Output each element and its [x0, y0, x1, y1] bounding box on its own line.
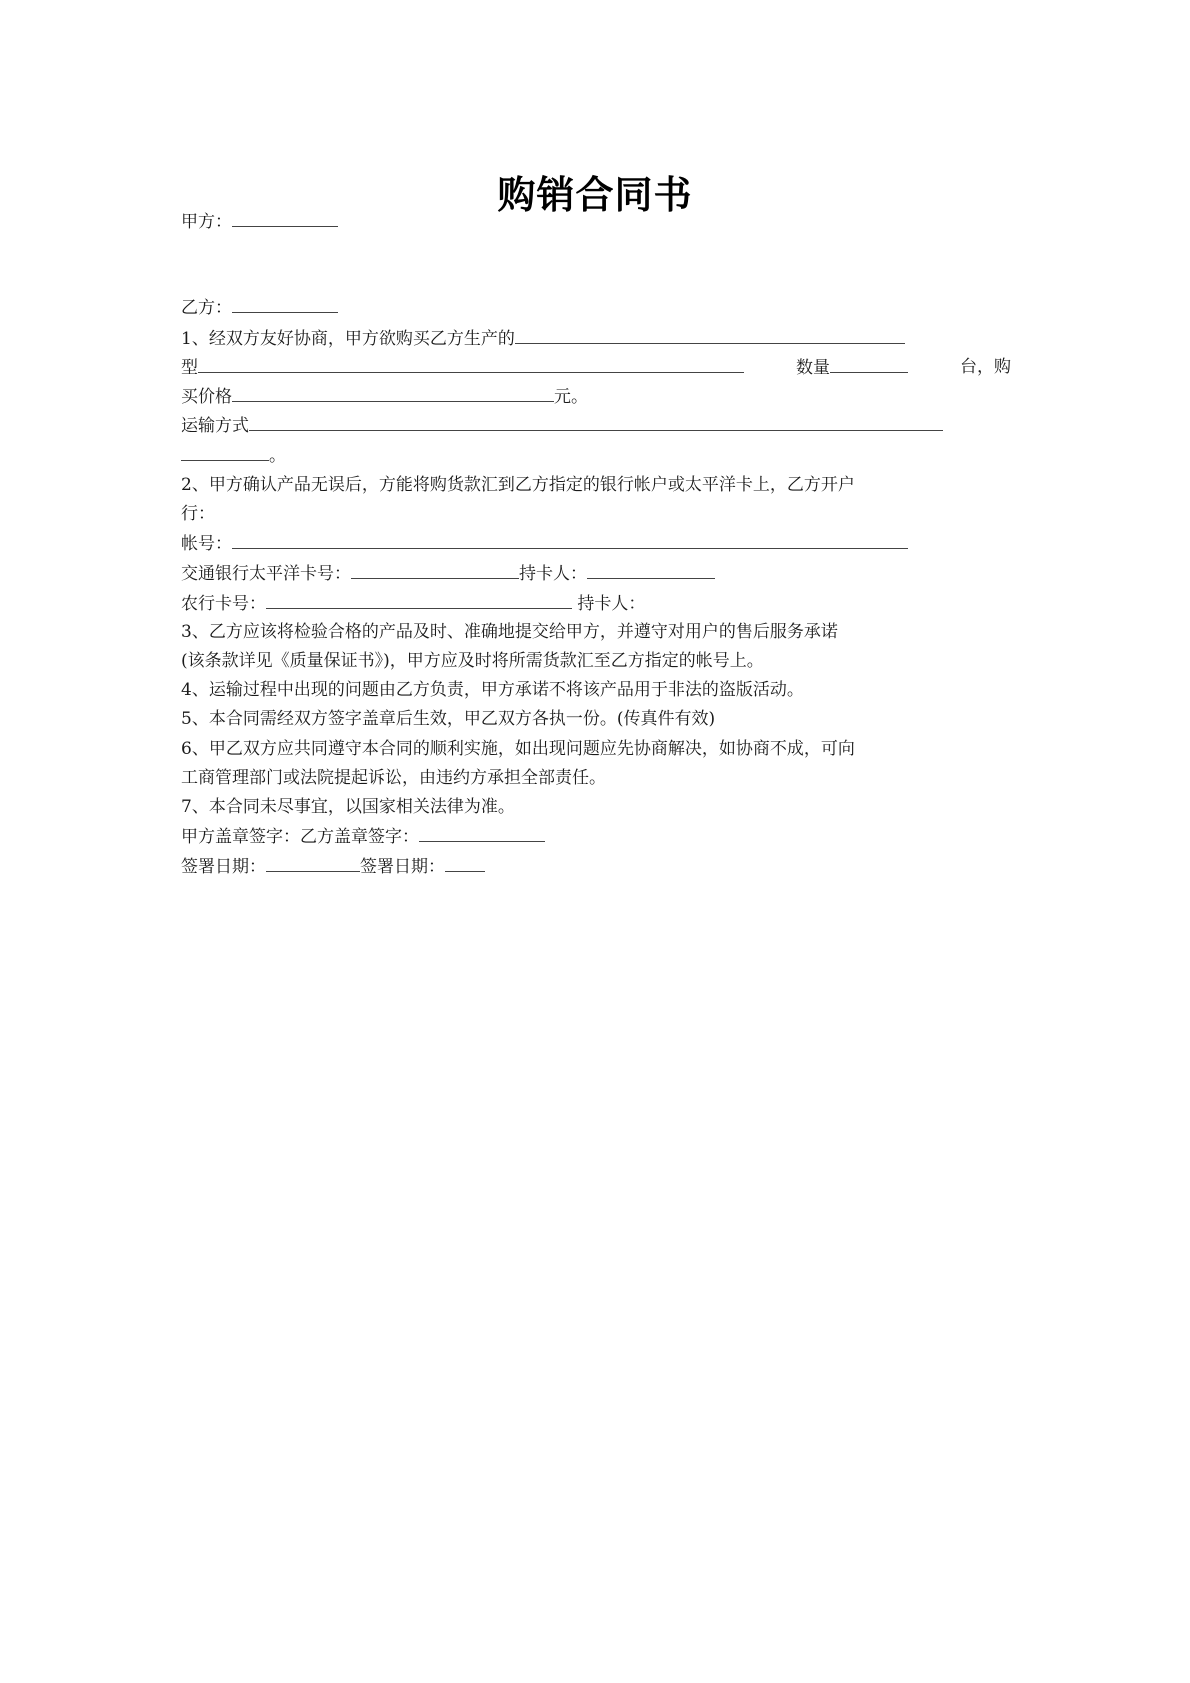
clause-1-line-3	[181, 383, 1011, 409]
transport-label: 运输方式	[181, 416, 249, 436]
abc-label: 农行卡号：	[181, 594, 266, 614]
period: 。	[269, 446, 286, 466]
date-b-label: 签署日期：	[360, 857, 445, 877]
clause-6-text-2: 工商管理部门或法院提起诉讼，由违约方承担全部责任。	[181, 768, 606, 788]
clause-7-text: 7、本合同未尽事宜，以国家相关法律为准。	[181, 797, 515, 817]
transport-blank[interactable]	[249, 412, 943, 431]
party-a-label: 甲方：	[181, 212, 232, 232]
quantity-label: 数量	[796, 358, 830, 378]
price-blank[interactable]	[232, 383, 554, 402]
abc-line	[181, 590, 1011, 616]
holder-blank[interactable]	[587, 560, 715, 579]
clause-1-text: 1、经双方友好协商，甲方欲购买乙方生产的	[181, 329, 515, 349]
unit-text: 台，购	[960, 357, 1011, 377]
document-title: 购销合同书	[497, 173, 693, 217]
account-line	[181, 530, 1011, 556]
clause-3-line-1	[181, 619, 1011, 645]
clause-5-line	[181, 706, 1011, 732]
bocom-label: 交通银行太平洋卡号：	[181, 564, 351, 584]
date-line	[181, 853, 1011, 879]
signature-blank[interactable]	[419, 823, 545, 842]
party-b-line	[181, 294, 1011, 320]
product-blank[interactable]	[515, 325, 905, 344]
clause-2-text-2: 行：	[181, 504, 215, 524]
price-unit: 元。	[554, 387, 588, 407]
holder-label: 持卡人：	[519, 564, 587, 584]
signature-line	[181, 823, 1011, 849]
account-blank[interactable]	[232, 530, 908, 549]
clause-7-line	[181, 794, 1011, 820]
party-b-blank[interactable]	[232, 294, 338, 313]
party-b-seal-label: 乙方盖章签字：	[300, 827, 419, 847]
clause-6-text: 6、甲乙双方应共同遵守本合同的顺利实施，如出现问题应先协商解决，如协商不成，可向	[181, 739, 855, 759]
clause-3-text: 3、乙方应该将检验合格的产品及时、准确地提交给甲方，并遵守对用户的售后服务承诺	[181, 622, 838, 642]
date-a-label: 签署日期：	[181, 857, 266, 877]
clause-2-line-2	[181, 501, 1011, 527]
abc-holder-label: 持卡人：	[577, 594, 646, 614]
bocom-line	[181, 560, 1011, 586]
party-a-line	[181, 208, 1011, 234]
clause-1-line-1	[181, 325, 1011, 351]
transport-line	[181, 412, 1011, 438]
account-label: 帐号：	[181, 534, 232, 554]
model-label: 型	[181, 358, 198, 378]
party-a-seal-label: 甲方盖章签字：	[181, 827, 300, 847]
date-b-blank[interactable]	[445, 853, 485, 872]
quantity-blank[interactable]	[830, 354, 908, 373]
clause-3-line-2	[181, 648, 1011, 674]
clause-4-line	[181, 677, 1011, 703]
clause-5-text: 5、本合同需经双方签字盖章后生效，甲乙双方各执一份。(传真件有效)	[181, 709, 716, 729]
transport-blank-2[interactable]	[181, 442, 269, 461]
transport-line-2	[181, 442, 1011, 468]
abc-card-blank[interactable]	[266, 590, 572, 609]
bocom-card-blank[interactable]	[351, 560, 519, 579]
clause-6-line-1	[181, 736, 1011, 762]
clause-2-text: 2、甲方确认产品无误后，方能将购货款汇到乙方指定的银行帐户或太平洋卡上，乙方开户	[181, 475, 855, 495]
party-b-label: 乙方：	[181, 298, 232, 318]
price-label: 买价格	[181, 387, 232, 407]
date-a-blank[interactable]	[266, 853, 360, 872]
party-a-blank[interactable]	[232, 208, 338, 227]
clause-3-text-2: (该条款详见《质量保证书》)，甲方应及时将所需货款汇至乙方指定的帐号上。	[181, 651, 764, 671]
clause-1-line-2	[181, 354, 1011, 380]
model-blank[interactable]	[198, 354, 744, 373]
clause-4-text: 4、运输过程中出现的问题由乙方负责，甲方承诺不将该产品用于非法的盗版活动。	[181, 680, 804, 700]
clause-6-line-2	[181, 765, 1011, 791]
clause-2-line-1	[181, 472, 1011, 498]
